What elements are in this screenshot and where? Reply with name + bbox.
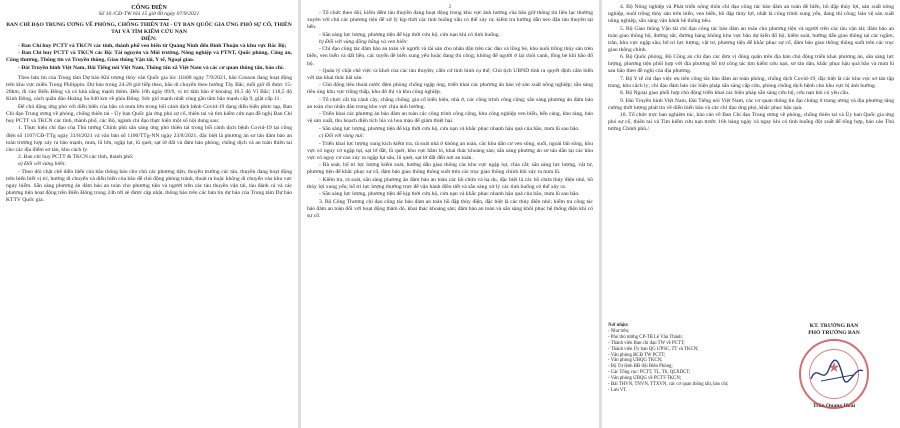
paragraph: 9. Đài Truyền hình Việt Nam, Đài Tiếng nói Việt Nam, các cơ quan thông tin đại chúng ở trung ương và địa phương tăng cường thời lượng phát tin về diễn biến bão và các chỉ đạo ứng phó, khắc phục hậu quả. (608, 97, 894, 111)
paragraph-request: Để chủ động ứng phó với diễn biến của bão và mưa lớn trong bối cảnh dịch bệnh Covid-19 đang diễn biến phức tạp, Ban Chỉ đạo Trung ương về phòng, chống thiên tai - Ủy ban Quốc gia ứng phó sự cố, thiên tai và tìm kiếm cứu nạn đề nghị Ban Chỉ huy PCTT và TKCN các tỉnh, thành phố, các Bộ, ngành chỉ đạo thực hiện một số nội dung sau: (6, 103, 292, 125)
paragraph: - Tổ chức cắt tỉa cành cây, chằng chống, gia cố biển hiệu, nhà ở, các công trình công cộng; sẵn sàng phương án đảm bảo an toàn cho nhân dân trong khu vực chịu ảnh hưởng. (307, 96, 593, 110)
official-stamp-icon: ★ (799, 339, 869, 409)
recipient: - Thành viên Ủy ban QG ƯPSC, TT và TKCN; (608, 346, 699, 352)
paragraph: - Sẵn sàng lực lượng, phương tiện để kịp thời cứu hộ, cứu nạn khi có tình huống. (319, 31, 500, 38)
paragraph: 3. Bộ Công Thương chỉ đạo công tác bảo đảm an toàn hồ đập thủy điện, đặc biệt là các thủy điện nhỏ; kiểm tra công tác bảo đảm an toàn đối với hoạt động thăm dò, khai thác khoáng sản; đảm bảo an toàn và sẵn sàng khôi phục hệ thống điện khi có sự cố. (307, 198, 593, 219)
paragraph: - Chủ động tiêu thoát nước đệm phòng chống ngập úng, triển khai các phương án bảo vệ sản xuất nông nghiệp; sẵn sàng tiêu úng khu vực trũng thấp, khu đô thị và khu công nghiệp. (307, 82, 593, 96)
document-footer (608, 323, 894, 410)
paragraph-item-2: 2. Ban chỉ huy PCTT & TKCN các tỉnh, thành phố: (18, 154, 134, 161)
paragraph: - Triển khai lực lượng xung kích kiểm tra, rà soát nhà ở không an toàn, các khu dân cư ven sông, suối, ngoài bãi sông, khu vực có nguy cơ ngập lụt, sạt lở đất, lũ quét, khu vực hầm lò, khai thác khoáng sản; sẵn sàng phương án sơ tán dân tại các khu vực có nguy cơ cao xảy ra ngập lụt sâu, lũ quét, sạt lở đất đến nơi an toàn. (307, 140, 593, 161)
paragraph-forecast: Theo bản tin của Trung tâm Dự báo Khí tượng thủy văn Quốc gia lúc 11h00 ngày 7/9/2021, bão Conson đang hoạt động trên khu vực miền Trung Philippin. Dự báo trong 24-28 giờ tiếp theo, bão di chuyển theo hướng Tây Bắc, mỗi giờ đi được 15-20km, đi vào Biển Đông và có khả năng mạnh thêm. Đến 10h ngày 09/9, vị trí tâm bão ở khoảng 16,5 độ Vĩ Bắc; 118,5 độ Kinh Đông, cách quần đảo Hoàng Sa 640 km về phía Đông. Sức gió mạnh nhất vùng gần tâm bão mạnh cấp 9, giật cấp 11. (6, 75, 292, 103)
signer-name: Trần Quang Hoài (812, 403, 856, 409)
paragraph: - Triển khai các phương án bảo đảm an toàn các công trình công cộng, khu công nghiệp ven biển, bến cảng, kho tàng, bảo vệ sản xuất, thu hoạch diện tích lúa và hoa màu để giảm thiệt hại. (307, 111, 593, 125)
paragraph: 5. Bộ Giao thông Vận tải chỉ đạo công tác bảo đảm an toàn cho phương tiện và người trên các tàu vận tải; đảm bảo an toàn giao thông bộ, đường sắt, đường hàng không khu vực bão dự kiến đổ bộ; kiểm soát, hướng dẫn giao thông tại các ngầm, tràn, khu vực ngập sâu; bố trí lực lượng, vật tư, phương tiện để khắc phục sự cố, đảm bảo giao thông thông suốt trên các trục giao thông chính. (608, 25, 894, 53)
recipient-line-3: - Đài Truyền hình Việt Nam, Đài Tiếng nói Việt Nam, Thông tấn xã Việt Nam và các cơ quan thông tấn, báo chí. (18, 64, 284, 71)
paragraph: 4. Bộ Nông nghiệp và Phát triển nông thôn chỉ đạo công tác bảo đảm an toàn đê biển, hồ đập thủy lợi, sản xuất nông nghiệp, nuôi trồng thủy sản trên biển, ven biển, hồ đập thủy lợi, nhất là công trình xung yếu, đang thi công; bảo vệ sản xuất nông nghiệp, sẵn sàng vận hành hệ thống tiêu. (608, 4, 894, 25)
recipients-label: Nơi nhận: (608, 323, 629, 328)
document-number: Số 10 /CĐ-TW hồi 15 giờ 00 ngày 07/9/2021 (98, 11, 200, 18)
recipient: - Lưu VT. (608, 387, 628, 393)
title-underline (129, 19, 169, 20)
recipient: - Như trên; (608, 328, 630, 334)
page-number: 2 (448, 5, 452, 10)
paragraph: 7. Bộ Y tế chỉ đạo việc ưu tiên công tác bảo đảm an toàn phòng, chống dịch Covid-19, đặc biệt là các khu vực sơ tán tập trung, khu cách ly; chỉ đạo đảm bảo các biện pháp sẵn sàng cấp cứu, phòng chống dịch bệnh cho khu vực bị ảnh hưởng. (608, 75, 894, 89)
recipient: - Văn phòng ƯBQG về PCTT-TKCN; (608, 376, 682, 382)
paragraph-sea-monitor: - Theo dõi chặt chẽ diễn biến của bão thông báo cho chủ các phương tiện, thuyền trưởng các tàu, thuyền đang hoạt động trên biển biết vị trí, hướng di chuyển và diễn biến của bão để chủ động phòng tránh, thoát ra hoặc không di chuyển vào khu vực nguy hiểm. Sẵn sàng phương án đảm bảo an toàn cho phương tiện và người trên các tàu thuyền vận tải, tàu đánh cá và các phương tiện hoạt động trên Biển Đông trong 24h tới sẽ được cập nhật, thông báo trên các bản tin dự báo của Trung tâm Dự báo KTTV Quốc gia. (6, 168, 292, 204)
paragraph: - Sẵn sàng lực lượng, phương tiện để kịp thời cứu hộ, cứu nạn và khắc phục nhanh hậu quả của bão, mưa lũ sau bão. (319, 191, 580, 198)
recipient: - Đài THVN, TNVN, TTXVN, các cơ quan thông tấn, báo chí; (608, 382, 729, 388)
recipient: - Phó thủ tướng CP-TB Lê Văn Thành; (608, 334, 683, 340)
recipient: - Thành viên Ban chỉ đạo TW về PCTT; (608, 340, 685, 346)
document-page-2 (301, 0, 599, 428)
recipient-line-2: - Ban Chỉ huy PCTT và TKCN các Bộ: Tài nguyên và Môi trường, Nông nghiệp và PTNT, Quốc phòng, Công an, Công thương, Thông tin và Truyền thông, Giao thông Vận tải, Y tế, Ngoại giao. (6, 50, 292, 64)
paragraph: - Kiểm tra, rà soát, sẵn sàng phương án đảm bảo an toàn các hồ chứa và hạ du, đặc biệt là các hồ chứa thủy điện nhỏ, hồ thủy lợi xung yếu; bố trí lực lượng thường trực để vận hành điều tiết và sẵn sàng xử lý các tình huống có thể xảy ra. (307, 176, 593, 190)
dien-label: ĐIỆN: (141, 35, 157, 42)
recipient: - Văn phòng ƯBQG TKCN; (608, 358, 663, 364)
issuer: BAN CHỈ ĐẠO TRUNG ƯƠNG VỀ PHÒNG, CHỐNG THIÊN TAI - ỦY BAN QUỐC GIA ỨNG PHÓ SỰ CỐ, THIÊN TAI VÀ TÌM KIẾM CỨU NẠN (6, 21, 292, 35)
document-title: CÔNG ĐIỆN (131, 4, 167, 11)
recipient: - Các Tổng cục: PCTT, TL, TS, QLXDCT; (608, 370, 691, 376)
section-heading: b) Đối với vùng đồng bằng và ven biển: (319, 38, 409, 45)
paragraph: - Tổ chức theo dõi, kiểm đếm tàu thuyền đang hoạt động trong khu vực ảnh hưởng của bão giữ thông tin liên lạc thường xuyên với chủ các phương tiện để xử lý kịp thời các tình huống xấu có thể xảy ra; kiểm tra hướng dẫn neo đậu tàu thuyền tại bến. (307, 10, 593, 31)
paragraph-item-1: 1. Thực hiện chỉ đạo của Thủ tướng Chính phủ sẵn sàng ứng phó thiên tai trong bối cảnh dịch bệnh Covid-19 tại công điện số 1107/CĐ-TTg ngày 31/8/2021 và văn bản số 1100/TTg-NN ngày 23/8/2021, đặc biệt là phương án sơ tán đảm bảo an toàn trường hợp xảy ra bão mạnh, mưa, lũ lớn, ngập lụt, lũ quét, sạt lở đất và đảm bảo phòng, chống dịch và an toàn thiên tai cho các địa điểm sơ tán, khu cách ly. (6, 125, 292, 153)
paragraph: 6. Bộ Quốc phòng, Bộ Công an chỉ đạo các đơn vị đóng quân trên địa bàn chủ động triển khai phương án, sẵn sàng lực lượng, phương tiện phối hợp với địa phương hỗ trợ công tác tìm kiếm cứu nạn, sơ tán dân, khắc phục hậu quả bão và mưa lũ sau bão theo đề nghị của địa phương. (608, 54, 894, 75)
recipient: - Bộ Tư lệnh BĐ đội Biên Phòng; (608, 364, 673, 370)
paragraph: - Sẵn sàng lực lượng, phương tiện để kịp thời cứu hộ, cứu nạn và khắc phục nhanh hậu quả của bão, mưa lũ sau bão. (319, 125, 580, 132)
paragraph: 10. Tổ chức trực ban nghiêm túc, báo cáo về Ban Chỉ đạo Trung ương về phòng, chống thiên tai và Ủy ban Quốc gia ứng phó sự cố, thiên tai và Tìm kiếm cứu nạn trước 16h hàng ngày và ngay khi có tình huống đột xuất để tổng hợp, báo cáo Thủ tướng Chính phủ./. (608, 112, 894, 133)
signature-block (774, 323, 894, 410)
recipient: - Văn phòng BCĐ TW PCTT; (608, 352, 666, 358)
section-heading: c) Đối với vùng núi: (319, 133, 365, 140)
document-page-3 (602, 0, 900, 428)
recipient-line-1: - Ban Chỉ huy PCTT và TKCN các tỉnh, thành phố ven biển từ Quảng Ninh đến Bình Thuận và khu vực Bắc Bộ; (18, 42, 287, 49)
recipients-list (608, 323, 758, 410)
paragraph-sea-heading: a) Đối với vùng biển: (18, 161, 67, 168)
paragraph: 8. Bộ Ngoại giao phối hợp chủ động triển khai các biện pháp sẵn sàng cứu hộ, cứu nạn khi có yêu cầu. (620, 90, 850, 97)
sign-title-1: KT. TRƯỞNG BAN (809, 323, 859, 329)
signature-icon (807, 357, 867, 387)
sign-title-2: PHÓ TRƯỞNG BAN (808, 330, 860, 336)
document-page-1 (0, 0, 298, 428)
paragraph: - Quản lý chặt chẽ việc ra khơi của các tàu thuyền; cấm cứ tình hình cụ thể, Chủ tịch UBND tỉnh ra quyết định cấm biển với tàu khai thác hải sản. (307, 67, 593, 81)
paragraph: - Chỉ đạo công tác đảm bảo an toàn về người và tài sản cho nhân dân trên các đảo và lồng bè, khu nuôi trồng thủy sản trên biển, ven biển và dất liền, các tuyến đê biển xung yếu hoặc đang thi công; không để người ở lại chòi canh, lồng bè khi bão đổ bộ. (307, 46, 593, 67)
paragraph: - Rà soát, bố trí lực lượng kiểm soát, hướng dẫn giao thông các khu vực ngập lụt, chia cắt; sẵn sàng lực lượng, vật tư, phương tiện để khắc phục sự cố, đảm bảo giao thông thông suốt trên các trục giao thông chính khi xảy ra mưa lũ. (307, 162, 593, 176)
